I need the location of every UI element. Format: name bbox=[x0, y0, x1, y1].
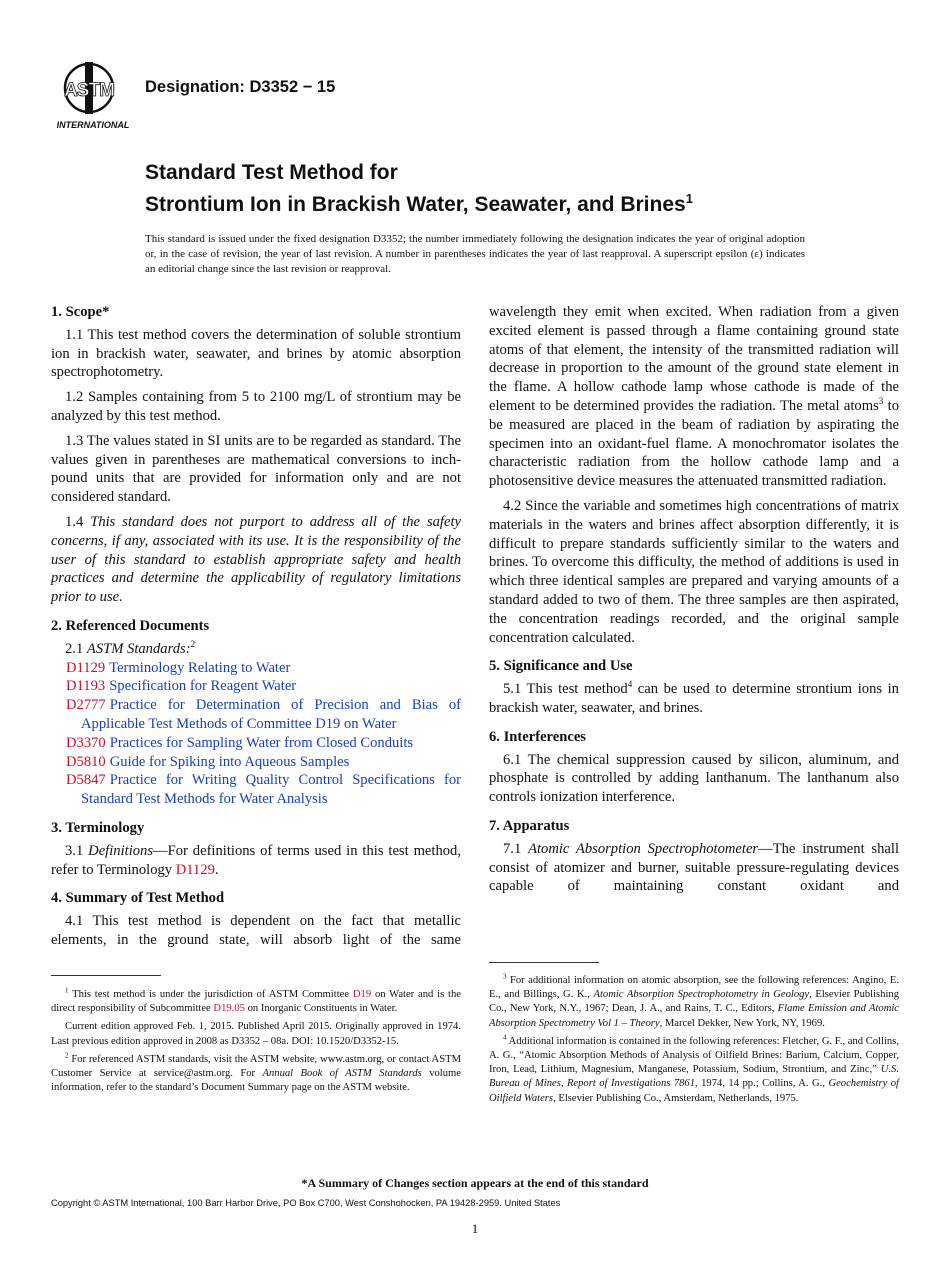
paragraph-7-1: 7.1 Atomic Absorption Spectrophotometer—The instrument shall consist of atomizer and burner, suitable pressure-regulating devices capable of maintaining constant oxidant and bbox=[489, 840, 899, 895]
title-line-1: Standard Test Method for bbox=[145, 161, 398, 184]
title-line-2: Strontium Ion in Brackish Water, Seawater, and Brines$^1$ bbox=[145, 191, 693, 216]
paragraph-4-2: 4.2 Since the variable and sometimes high concentrations of matrix materials in the waters and brines affect absorption differently, it is difficult to prepare standards sufficiently similar to the waters and brines. To overcome this difficulty, the method of additions is used in which three identical samples are prepared and varying amounts of a standard added to two of them. The three samples are then aspirated, the concentration readings recorded, and the original sample concentration calculated. bbox=[489, 497, 899, 646]
right-column bbox=[489, 303, 899, 902]
footnote-divider-left bbox=[51, 975, 161, 976]
footnotes-right bbox=[489, 974, 899, 1110]
astm-logo-mark bbox=[52, 58, 134, 132]
footnote-1-edition: Current edition approved Feb. 1, 2015. Published April 2015. Originally approved in 1974. Last previous edition approved in 2008 as D3352 – 08a. DOI: 10.1520/D3352-15. bbox=[51, 1021, 461, 1047]
paragraph-5-1: 5.1 This test method$^4$ can be used to determine strontium ions in brackish water, seawater, and brines. bbox=[489, 679, 899, 716]
reference-title-link[interactable]: Specification for Reagent Water bbox=[109, 678, 297, 695]
footnote-divider-right bbox=[489, 962, 599, 963]
reference-title-link[interactable]: Practices for Sampling Water from Closed Conduits bbox=[109, 734, 414, 751]
reference-code-link[interactable]: D1193 bbox=[66, 678, 106, 695]
copyright-line: Copyright © ASTM International, 100 Barr Harbor Drive, PO Box C700, West Conshohocken, PA 19428-2959. United States bbox=[51, 1198, 561, 1208]
left-column bbox=[51, 303, 461, 956]
paragraph-1-2: 1.2 Samples containing from 5 to 2100 mg/L of strontium may be analyzed by this test method. bbox=[51, 389, 461, 424]
svg-text:ASTM: ASTM bbox=[64, 80, 114, 101]
section-heading-summary: 4. Summary of Test Method bbox=[51, 890, 225, 907]
section-heading-significance: 5. Significance and Use bbox=[489, 658, 633, 675]
footnote-link-d19-05[interactable]: D19.05 bbox=[213, 1003, 245, 1015]
section-heading-terminology: 3. Terminology bbox=[51, 819, 145, 836]
paragraph-2-1: 2.1 ASTM Standards:$^2$ bbox=[65, 638, 196, 657]
footnotes-left bbox=[51, 988, 461, 1099]
reference-item[interactable] bbox=[51, 696, 461, 734]
reference-title-link[interactable]: Practice for Determination of Precision and Bias of Applicable Test Methods of Committee D19 on Water bbox=[81, 697, 461, 732]
reference-code-link[interactable]: D5847 bbox=[66, 772, 106, 789]
footnote-4: $^4$ Additional information is contained in the following references: Fletcher, G. F., and Collins, A. G., “Atomic Absorption Methods of Analysis of Oilfield Brines: Barium, Calcium, Copper, Iron, Lead, Lithium, Magnesium, Manganese, Potassium, Sodium, Strontium, and Zinc,” U.S. Bureau of Mines, Report of Investigations 7861, 1974, 14 pp.; Collins, A. G., Geochemistry of Oilfield Waters, Elsevier Publishing Co., Amsterdam, Netherlands, 1975. bbox=[489, 1033, 899, 1104]
svg-text:INTERNATIONAL: INTERNATIONAL bbox=[56, 120, 130, 130]
section-heading-scope: 1. Scope* bbox=[51, 304, 110, 320]
paragraph-1-3: 1.3 The values stated in SI units are to be regarded as standard. The values given in parentheses are mathematical conversions to inch-pound units that are provided for information only and are not considered standard. bbox=[51, 432, 461, 506]
issuance-note: This standard is issued under the fixed designation D3352; the number immediately following the designation indicates the year of original adoption or, in the case of revision, the year of last revision. A number in parentheses indicates the year of last reapproval. A superscript epsilon (ε) indicates an editorial change since the last revision or reapproval. bbox=[145, 233, 805, 275]
paragraph-1-1: 1.1 This test method covers the determination of soluble strontium ion in brackish water, seawater, and brines by atomic absorption spectrophotometry. bbox=[51, 326, 461, 381]
page-number: 1 bbox=[471, 1221, 479, 1236]
reference-code-link[interactable]: D1129 bbox=[66, 659, 106, 676]
section-heading-referenced: 2. Referenced Documents bbox=[51, 617, 210, 634]
section-heading-apparatus: 7. Apparatus bbox=[489, 817, 570, 834]
footnote-link-d19[interactable]: D19 bbox=[352, 989, 372, 1000]
reference-item[interactable] bbox=[51, 771, 461, 809]
reference-code-link[interactable]: D2777 bbox=[66, 697, 106, 714]
reference-code-link[interactable]: D3370 bbox=[66, 734, 106, 751]
astm-logo bbox=[52, 58, 134, 132]
reference-item[interactable] bbox=[51, 753, 461, 772]
reference-item[interactable] bbox=[51, 659, 461, 678]
paragraph-4-1-continued: wavelength they emit when excited. When radiation from a given excited element is passed through a flame containing ground state atoms of that element, the intensity of the transmitted radiation will decrease in proportion to the amount of the ground state element in the flame. A hollow cathode lamp whose cathode is made of the element to be determined provides the radiation. The metal atoms$^3$ to be measured are placed in the beam of radiation by aspirating the specimen into an oxidant-fuel flame. A monochromator isolates the characteristic radiation from the hollow cathode lamp and a photosensitive device measures the attenuated transmitted radiation. bbox=[489, 304, 900, 490]
reference-item[interactable] bbox=[51, 734, 461, 753]
paragraph-4-1-start: 4.1 This test method is dependent on the fact that metallic elements, in the ground state, will absorb light of the same bbox=[51, 913, 461, 948]
paragraph-6-1: 6.1 The chemical suppression caused by silicon, aluminum, and phosphate is controlled by adding lanthanum. The lanthanum also controls ionization interference. bbox=[489, 751, 899, 806]
reference-title-link[interactable]: Guide for Spiking into Aqueous Samples bbox=[109, 753, 350, 770]
document-title bbox=[145, 160, 693, 218]
footnote-3: $^3$ For additional information on atomic absorption, see the following references: Angino, E. E., and Billings, G. K., Atomic Absorption Spectrophotometry in Geology, Elsevier Publishing Co., New York, N.Y., 1967; Dean, J. A., and Rains, T. C., Editors, Flame Emission and Atomic Absorption Spectrometry Vol 1 – Theory, Marcel Dekker, New York, NY, 1969. bbox=[489, 972, 900, 1029]
reference-item[interactable] bbox=[51, 677, 461, 696]
paragraph-3-1: 3.1 Definitions—For definitions of terms used in this test method, refer to Terminology D1129. bbox=[51, 842, 461, 878]
footnote-2: $^2$ For referenced ASTM standards, visit the ASTM website, www.astm.org, or contact ASTM Customer Service at service@astm.org. For Annual Book of ASTM Standards volume information, refer to the standard’s Document Summary page on the ASTM website. bbox=[51, 1051, 461, 1094]
designation: Designation: D3352 − 15 bbox=[145, 78, 336, 96]
paragraph-1-4: 1.4 This standard does not purport to address all of the safety concerns, if any, associated with its use. It is the responsibility of the user of this standard to establish appropriate safety and health practices and determine the applicability of regulatory limitations prior to use. bbox=[51, 513, 461, 606]
terminology-link[interactable]: D1129 bbox=[175, 861, 215, 878]
summary-of-changes-note: *A Summary of Changes section appears at the end of this standard bbox=[301, 1176, 649, 1190]
section-heading-interferences: 6. Interferences bbox=[489, 728, 586, 745]
reference-title-link[interactable]: Terminology Relating to Water bbox=[109, 659, 291, 676]
footnote-1: $^1$ This test method is under the jurisdiction of ASTM Committee D19 on Water and is the direct responsibility of Subcommittee D19.05 on Inorganic Constituents in Water. bbox=[51, 986, 461, 1015]
title-footnote-mark: 1 bbox=[685, 191, 693, 206]
reference-title-link[interactable]: Practice for Writing Quality Control Specifications for Standard Test Methods for Water Analysis bbox=[81, 772, 461, 808]
referenced-documents-list bbox=[51, 640, 461, 809]
reference-code-link[interactable]: D5810 bbox=[66, 753, 106, 770]
